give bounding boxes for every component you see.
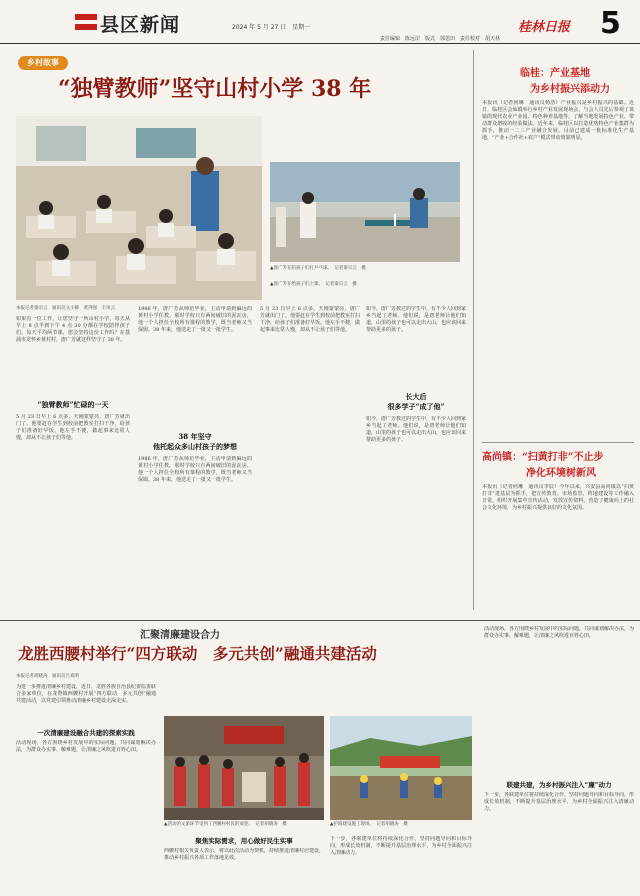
feature-paragraph-4: 5 月 23 日早上 6 点多，天刚蒙蒙亮，唐广芳就出门了。他要赶在学生到校前把教室打扫干净，给孩子们准备好早饭。他左手不便，做起事来比常人慢，却从不让孩子们等他。 (260, 306, 360, 333)
editor-line: 责任编辑 陈远岸 版式 郭思田 责任校对 胡天林 (380, 36, 501, 42)
section-title: 县区新闻 (100, 14, 181, 36)
pingpong-photo (270, 162, 460, 262)
header-red-bar-2 (75, 24, 97, 30)
construction-photo (330, 716, 472, 820)
bottom-right-paragraph-1: 活动现场，各方围绕乡村发展中的实际问题，共同谋划解决办法，为群众办实事、解难题，让清廉之风吹进百姓心田。 (484, 626, 634, 639)
classroom-photo-caption: ▲唐广芳在给孩子们上课。 记者秦宗云 摄 (270, 282, 357, 287)
feature-subheading-3b: 很多学子“成了他” (387, 402, 445, 411)
bottom-subheading-2: 聚焦实际需求，用心做好民生实事 (195, 837, 293, 845)
side-body-1: 本报讯（记者何琳 通讯员杨浩）产业振兴是乡村振兴的基础。近日，临桂区会仙镇举行乡村产业发展现场会，与会人员先后参观了该镇的现代农业产业园、特色种养基地等，了解当地发展特色产业、带动群众增收的经验做法。近年来，临桂区以打造优势特色产业集群为抓手，推动一二三产业融合发展，目前已建成一批标准化生产基地，“产业+合作社+农户”模式带动效果明显。 (482, 100, 634, 141)
feature-subheading-2: 38 年坚守 (178, 432, 212, 441)
column-divider (473, 50, 474, 610)
side-column (478, 44, 638, 618)
bottom-article (0, 622, 480, 896)
feature-subheading-3: 长大后 (405, 392, 427, 401)
bottom-paragraph-4: 下一步，各联建单位将持续深化合作，坚持问题导向和目标导向，形成长效机制，不断提升基层治理水平，为乡村全面振兴注入清廉动力。 (330, 836, 472, 856)
page-header (0, 0, 640, 44)
bottom-divider (0, 620, 640, 621)
header-red-bar (75, 14, 97, 20)
bottom-subheading-3: 联建共建，为乡村振兴注入“廉”动力 (506, 781, 612, 789)
feature-article (0, 44, 470, 618)
feature-paragraph-6: 如今，唐广芳教过的学生中，有不少人回到家乡当起了老师。他们说，是唐老师让他们知道，山里的孩子也可以走出大山，也应该回来帮助更多的孩子。 (366, 416, 466, 443)
bottom-byline: 本报记者胡晓涛 通讯员吕真明 (16, 674, 79, 679)
bottom-paragraph-3: 西腰村相关负责人表示，将以此次活动为契机，持续推进清廉村居建设，推动乡村振兴各项工作落地见效。 (164, 848, 324, 861)
feature-paragraph-3: 1986 年，唐广芳从师范毕业，主动申请到偏远的黄村小学任教。那时学校只有两间破旧的泥瓦房，他一个人担任全校所有课程的教学，既当老师又当保姆。38 年来，他送走了一批又一批学生。 (138, 306, 252, 333)
construction-photo-caption: ▲护坡建设施工现场。 记者胡晓涛 摄 (330, 822, 408, 827)
bottom-right-paragraph-2: 下一步，各联建单位将持续深化合作，坚持问题导向和目标导向，形成长效机制，不断提升基层治理水平，为乡村全面振兴注入清廉动力。 (484, 792, 634, 812)
bottom-paragraph-1: 为进一步推进清廉乡村建设，近日，龙胜各族自治县纪委监委联合多家单位，在龙脊镇西腰村开展“四方联动 多元共创”融通共建活动，以党建引领推动清廉乡村建设走深走实。 (16, 684, 156, 704)
page-number: 5 (600, 6, 621, 41)
date-line: 2024 年 5 月 27 日 星期一 (232, 24, 311, 31)
side-rule (482, 442, 634, 443)
paper-name: 桂林日报 (518, 20, 571, 35)
side-title-1b: 为乡村振兴添动力 (530, 84, 610, 95)
feature-tag-label: 乡村故事 (27, 58, 59, 67)
feature-byline: 本报记者秦宗云 通讯员文小静 黄剑强 王凤云 (16, 306, 115, 311)
pingpong-photo-caption: ▲唐广芳在陪孩子们打乒乓球。 记者秦宗云 摄 (270, 266, 366, 271)
feature-headline: “独臂教师”坚守山村小学 38 年 (58, 76, 372, 102)
feature-paragraph-2: 5 月 23 日早上 6 点多，天刚蒙蒙亮，唐广芳就出门了。他要赶在学生到校前把教室打扫干净，给孩子们准备好早饭。他左手不便，做起事来比常人慢，却从不让孩子们等他。 (16, 414, 130, 441)
bottom-paragraph-2: 活动现场，各方围绕乡村发展中的实际问题，共同谋划解决办法，为群众办实事、解难题，让清廉之风吹进百姓心田。 (16, 740, 156, 753)
bottom-subheading-1: 一次清廉建设融合共建的探索实践 (37, 729, 135, 737)
side-title-1: 临桂：产业基地 (520, 68, 590, 79)
side-body-2: 本报讯（记者何琳 通讯员李辰）今年以来，兴安县高尚镇以“扫黄打非”进基层为抓手，把宣传教育、市场监管、阵地建设等工作融入日常，组织开展集中宣传活动，发放宣传资料，营造了健康向上的社会文化环境，为乡村振兴提供良好的文化氛围。 (482, 484, 634, 511)
feature-paragraph-1: 如果有一位工作，让您坚守一所山村小学，每天从早上 8 点半到下午 4 点 30 分都在学校陪伴孩子们，每天平均两节课，您会坚持这份工作吗？在荔浦市龙怀乡黄村村，唐广芳就这样坚守了 38 年。 (16, 316, 130, 343)
feature-subheading-2b: 他托起众多山村孩子的梦想 (153, 442, 237, 451)
side-title-2b: 净化环境树新风 (526, 468, 596, 479)
cultural-event-photo (164, 716, 324, 820)
bottom-headline: 龙胜西腰村举行“四方联动 多元共创”融通共建活动 (18, 644, 377, 663)
bottom-right-column (480, 622, 638, 896)
feature-paragraph-3b: 1986 年，唐广芳从师范毕业，主动申请到偏远的黄村小学任教。那时学校只有两间破旧的泥瓦房，他一个人担任全校所有课程的教学，既当老师又当保姆。38 年来，他送走了一批又一批学生。 (138, 456, 252, 483)
feature-paragraph-5: 如今，唐广芳教过的学生中，有不少人回到家乡当起了老师。他们说，是唐老师让他们知道，山里的孩子也可以走出大山，也应该回来帮助更多的孩子。 (366, 306, 466, 333)
bottom-kicker: 汇聚清廉建设合力 (140, 630, 220, 641)
classroom-photo (16, 116, 262, 300)
feature-tag (18, 56, 68, 70)
cultural-event-photo-caption: ▲活动的文旅环节受到了西腰村村民的欢迎。 记者胡晓涛 摄 (164, 822, 287, 827)
feature-subheading-1: “独臂教师”忙碌的一天 (37, 400, 109, 409)
side-title-2: 高尚镇：“扫黄打非”不止步 (482, 452, 604, 463)
